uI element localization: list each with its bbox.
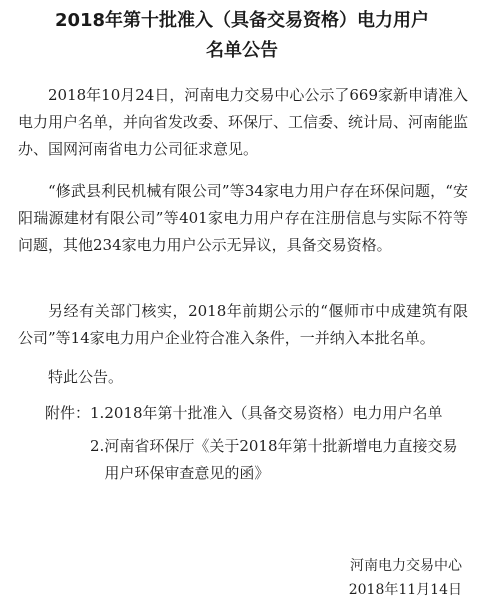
paragraph-publicity: 2018年10月24日，河南电力交易中心公示了669家新申请准入电力用户名单，并向省发改委、环保厅、工信委、统计局、河南能监办、国网河南省电力公司征求意见。 [18, 86, 469, 158]
attachment-item-1[interactable] [90, 400, 470, 427]
attachments-list [90, 400, 470, 493]
signature-date: 2018年11月14日 [348, 582, 462, 598]
attachments-label: 附件： [45, 404, 91, 422]
paragraph-verification: 另经有关部门核实，2018年前期公示的“偃师市中成建筑有限公司”等14家电力用户企业符合准入条件，一并纳入本批名单。 [18, 302, 468, 347]
paragraph-closing: 特此公告。 [48, 368, 124, 386]
attachment-number: 2. [90, 437, 105, 455]
title-line-1: 2018年第十批准入（具备交易资格）电力用户 [54, 10, 430, 31]
title-line-2: 名单公告 [206, 40, 278, 61]
attachments-section [45, 400, 470, 493]
attachment-item-2[interactable] [90, 433, 470, 487]
attachment-title: 2018年第十批准入（具备交易资格）电力用户名单 [104, 404, 443, 422]
paragraph-issues: “修武县利民机械有限公司”等34家电力用户存在环保问题，“安阳瑞源建材有限公司”等401家电力用户存在注册信息与实际不符等问题，其他234家电力用户公示无异议，具备交易资格。 [18, 182, 468, 254]
document-title [6, 6, 478, 66]
signature-organization: 河南电力交易中心 [350, 558, 462, 574]
attachment-title: 河南省环保厅《关于2018年第十批新增电力直接交易用户环保审查意见的函》 [104, 437, 458, 482]
attachment-number: 1. [90, 404, 105, 422]
